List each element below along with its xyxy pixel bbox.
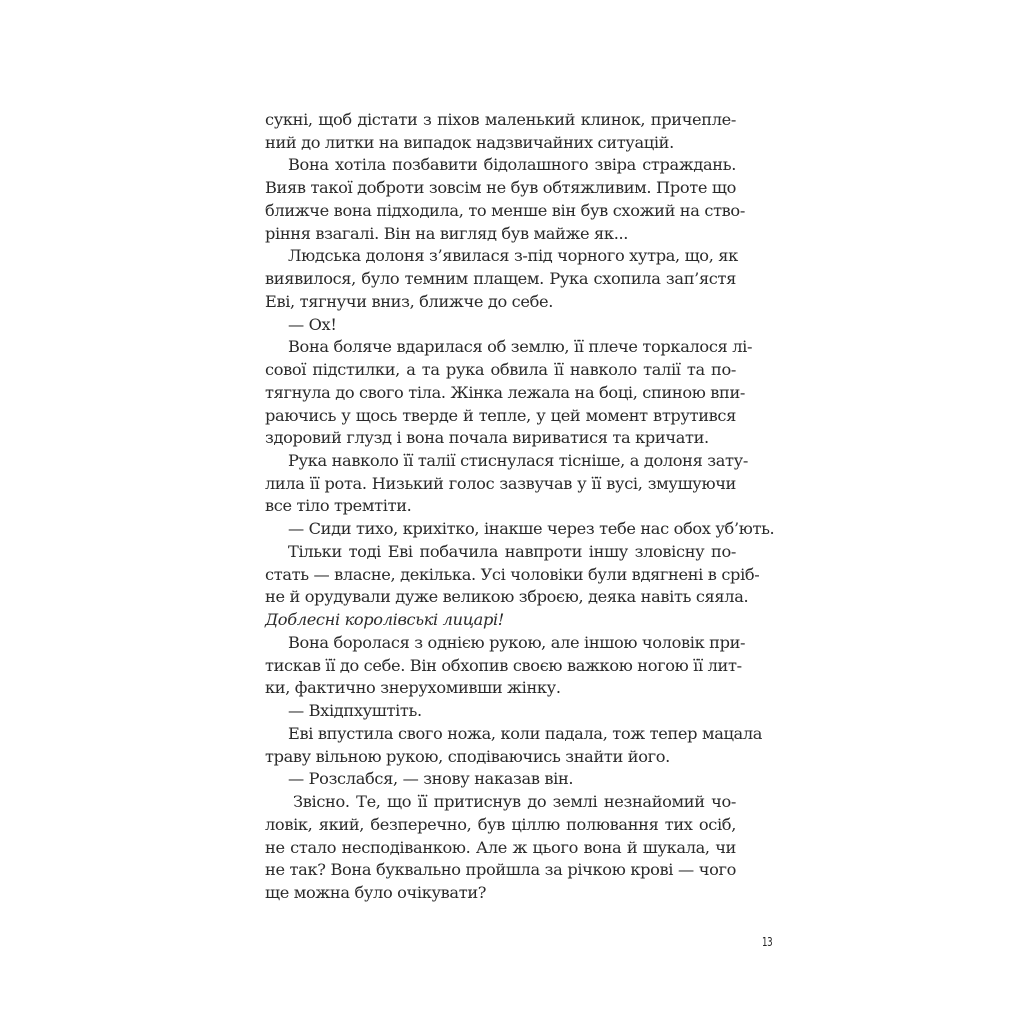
dialogue-line: — Сиди тихо, крихітко, інакше через тебе нас обох уб’ють. <box>288 519 775 539</box>
text-line: не й орудували дуже великою зброєю, деяка навіть сяяла. <box>265 587 749 607</box>
text-line: здоровий глузд і вона почала вириватися та кричати. <box>265 428 709 448</box>
paragraph-start-line: Вона хотіла позбавити бідолашного звіра страждань. <box>288 155 736 175</box>
text-line: ближче вона підходила, то менше він був схожий на ство- <box>265 200 745 220</box>
page-number: 13 <box>762 935 773 949</box>
text-line: виявилося, було темним плащем. Рука схопила зап’ястя <box>265 269 736 289</box>
text-line: лила її рота. Низький голос зазвучав у її вусі, змушуючи <box>265 473 736 493</box>
text-line: тискав її до себе. Він обхопив своєю важкою ногою її лит- <box>265 655 742 675</box>
text-line: все тіло тремтіти. <box>265 496 412 516</box>
italic-thought-line: Доблесні королівські лицарі! <box>265 610 504 630</box>
dialogue-line: — Розслабся, — знову наказав він. <box>288 769 574 789</box>
dialogue-line: — Ох! <box>288 314 337 334</box>
text-line: ще можна було очікувати? <box>265 882 487 902</box>
text-line: не так? Вона буквально пройшла за річкою крові — чого <box>265 860 736 880</box>
text-line: не стало несподіванкою. Але ж цього вона й шукала, чи <box>265 837 736 857</box>
paragraph-start-line: Рука навколо її талії стиснулася тісніше, а долоня зату- <box>288 451 748 471</box>
text-line: Еві, тягнучи вниз, ближче до себе. <box>265 291 554 311</box>
text-line: ний до литки на випадок надзвичайних ситуацій. <box>265 132 674 152</box>
text-line: ловік, який, безперечно, був ціллю полювання тих осіб, <box>265 814 736 834</box>
text-line: раючись у щось тверде й тепле, у цей момент втрутився <box>265 405 736 425</box>
text-line: Вияв такої доброти зовсім не був обтяжливим. Проте що <box>265 178 736 198</box>
paragraph-start-line: Людська долоня з’явилася з-під чорного хутра, що, як <box>288 246 738 266</box>
text-line: ріння взагалі. Він на вигляд був майже як... <box>265 223 629 243</box>
text-line: сукні, щоб дістати з піхов маленький клинок, причепле- <box>265 110 736 129</box>
text-line: стать — власне, декілька. Усі чоловіки були вдягнені в сріб- <box>265 564 760 584</box>
paragraph-start-line: Тільки тоді Еві побачила навпроти іншу зловісну по- <box>288 541 736 561</box>
dialogue-line: — Вхідпхуштіть. <box>288 701 422 721</box>
paragraph-start-line: Вона боляче вдарилася об землю, її плече торкалося лі- <box>288 337 753 357</box>
paragraph-start-line: Еві впустила свого ножа, коли падала, тож тепер мацала <box>288 723 763 743</box>
paragraph-start-line: Вона боролася з однією рукою, але іншою чоловік при- <box>288 632 746 652</box>
text-line: ки, фактично знерухомивши жінку. <box>265 678 561 698</box>
body-text <box>265 109 775 905</box>
text-line: сової підстилки, а та рука обвила її навколо талії та по- <box>265 360 736 380</box>
text-line: тягнула до свого тіла. Жінка лежала на боці, спиною впи- <box>265 382 746 402</box>
text-line: траву вільною рукою, сподіваючись знайти його. <box>265 746 670 766</box>
paragraph-start-line: Звісно. Те, що її притиснув до землі незнайомий чо- <box>293 792 736 812</box>
